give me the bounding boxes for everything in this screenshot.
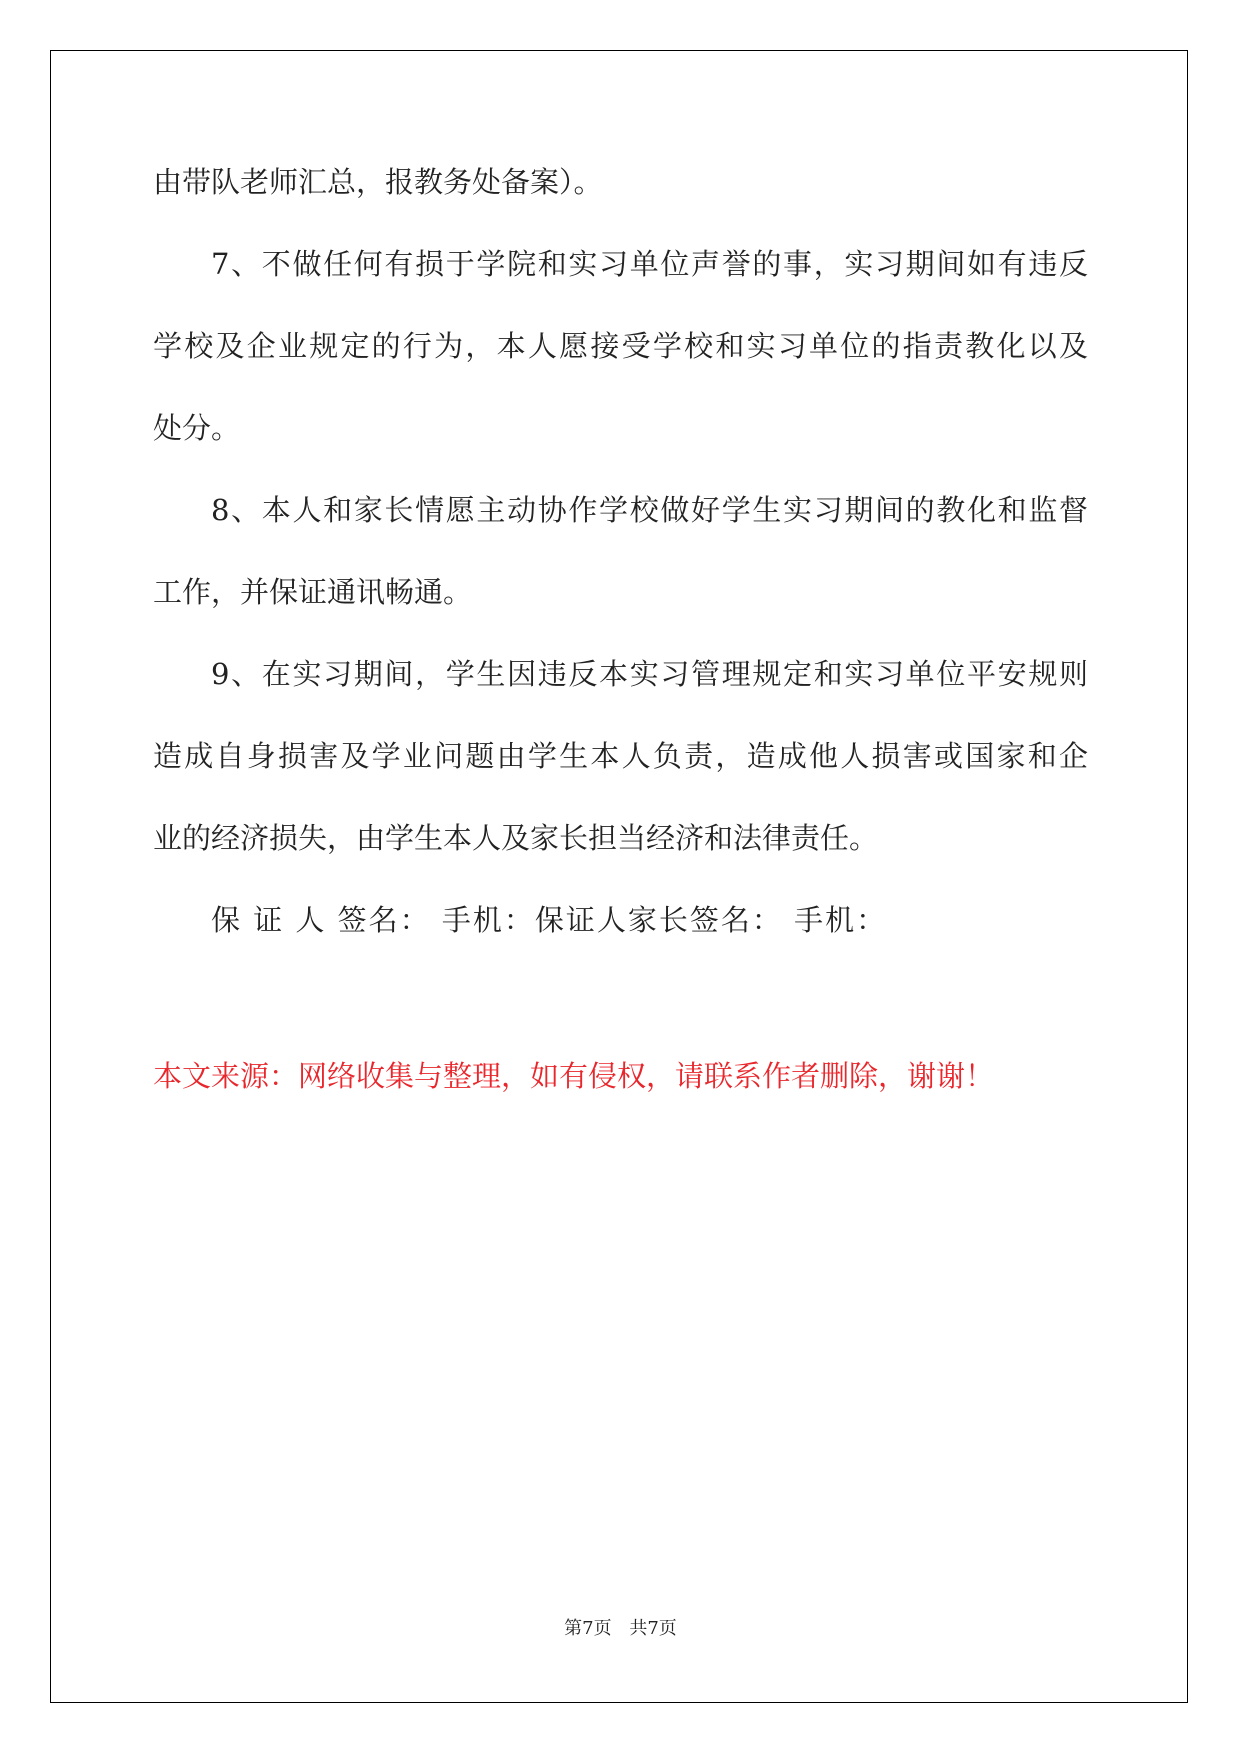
paragraph-9-line-1: 9、在实习期间，学生因违反本实习管理规定和实习单位平安规则	[211, 657, 1088, 691]
paragraph-6-line-1: 由带队老师汇总，报教务处备案）。	[153, 165, 603, 199]
paragraph-7-line-3: 处分。	[153, 411, 241, 445]
paragraph-7-line-1: 7、不做任何有损于学院和实习单位声誉的事，实习期间如有违反	[211, 247, 1088, 281]
source-note: 本文来源：网络收集与整理，如有侵权，请联系作者删除，谢谢！	[153, 1059, 995, 1093]
paragraph-9-line-3: 业的经济损失，由学生本人及家长担当经济和法律责任。	[153, 821, 879, 855]
paragraph-9-line-2: 造成自身损害及学业问题由学生本人负责，造成他人损害或国家和企	[153, 739, 1088, 773]
paragraph-7-line-2: 学校及企业规定的行为，本人愿接受学校和实习单位的指责教化以及	[153, 329, 1088, 363]
document-body	[153, 162, 1088, 941]
paragraph-8-line-1: 8、本人和家长情愿主动协作学校做好学生实习期间的教化和监督	[211, 493, 1088, 527]
signature-line: 保 证 人 签名： 手机：保证人家长签名： 手机：	[211, 903, 888, 937]
page-total: 共7页	[629, 1618, 677, 1639]
page-number: 第7页	[564, 1618, 612, 1639]
page-footer	[0, 1614, 1241, 1640]
paragraph-8-line-2: 工作，并保证通讯畅通。	[153, 575, 473, 609]
